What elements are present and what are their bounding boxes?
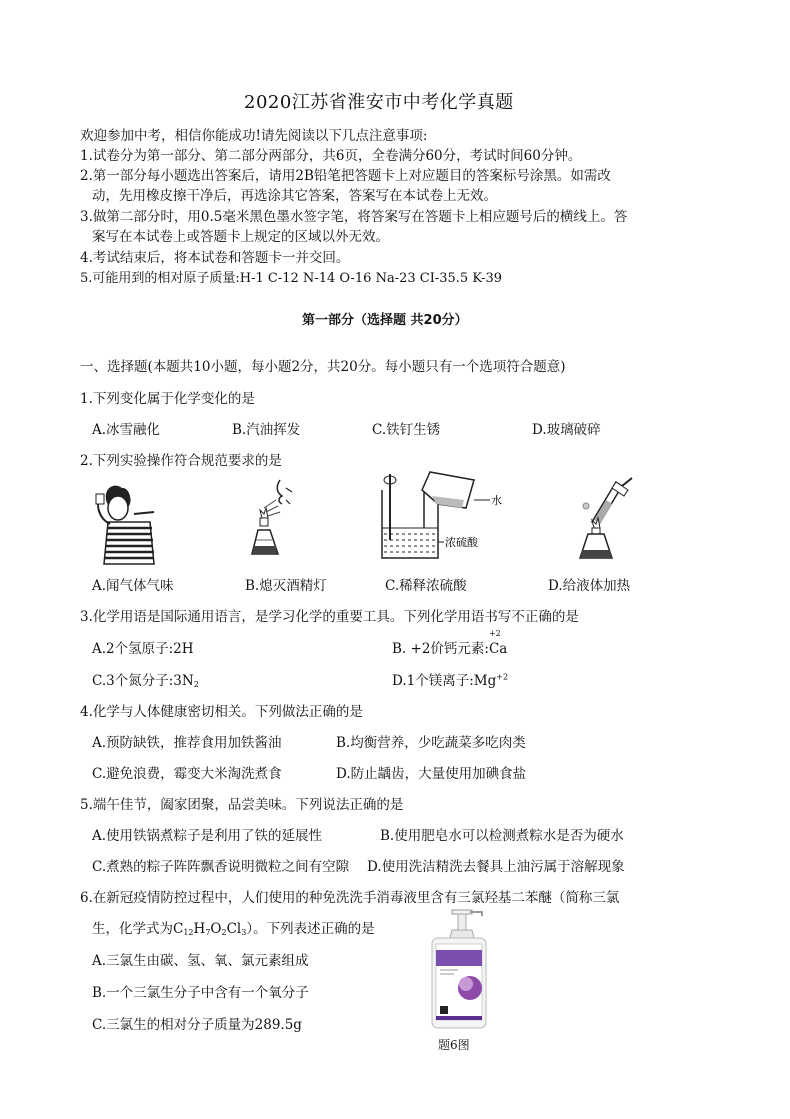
q3-option-c — [92, 669, 199, 689]
water-label: 水 — [491, 494, 502, 507]
q1-stem: 1.下列变化属于化学变化的是 — [80, 391, 255, 407]
heat-liquid-figure — [566, 474, 636, 562]
q6-stem-suffix: ）。下列表述正确的是 — [246, 921, 375, 937]
smell-gas-figure — [94, 478, 174, 566]
dilute-acid-figure — [378, 470, 508, 562]
notice-item-2-cont: 动，先用橡皮擦干净后，再选涂其它答案，答案写在本试卷上无效。 — [92, 188, 497, 204]
notice-item-2: 2.第一部分每小题选出答案后，请用2B铅笔把答题卡上对应题目的答案标号涂黑。如需改 — [80, 168, 611, 184]
q5-stem: 5.端午佳节，阖家团聚，品尝美味。下列说法正确的是 — [80, 797, 404, 813]
q6-stem-prefix: 生，化学式为C — [92, 921, 184, 937]
notice-item-3-cont: 案写在本试卷上或答题卡上规定的区域以外无效。 — [92, 229, 389, 245]
page-title: 2020江苏省淮安市中考化学真题 — [244, 92, 514, 113]
q6-stem-line1: 6.在新冠疫情防控过程中，人们使用的种免洗洗手消毒液里含有三氯羟基二苯醚（简称三氯 — [80, 890, 620, 906]
q2-stem: 2.下列实验操作符合规范要求的是 — [80, 453, 282, 469]
q3-d-superscript: +2 — [496, 672, 509, 682]
q6-o-symbol: O — [210, 921, 222, 937]
blow-out-lamp-figure — [246, 478, 306, 560]
acid-label: 浓硫酸 — [445, 536, 478, 549]
q5-option-a: A.使用铁锅煮粽子是利用了铁的延展性 — [92, 828, 323, 844]
section-intro: 一、选择题(本题共10小题，每小题2分，共20分。每小题只有一个选项符合题意) — [80, 359, 566, 375]
q6-h-subscript: 7 — [205, 928, 211, 937]
q4-option-c: C.避免浪费，霉变大米淘洗煮食 — [92, 766, 282, 782]
q2-option-b: B.熄灭酒精灯 — [245, 578, 327, 594]
q6-option-b: B.一个三氯生分子中含有一个氧分子 — [92, 985, 309, 1001]
q3-option-b — [392, 629, 508, 657]
q1-option-a: A.冰雪融化 — [92, 422, 161, 438]
part1-heading: 第一部分（选择题 共20分） — [302, 313, 468, 328]
q6-cl-subscript: 3 — [241, 928, 247, 937]
q6-c-subscript: 12 — [183, 928, 194, 937]
q6-option-a: A.三氯生由碳、氢、氧、氯元素组成 — [92, 953, 309, 969]
q6-figure-caption: 题6图 — [438, 1038, 470, 1052]
notice-item-3: 3.做第二部分时，用0.5毫米黑色墨水签字笔，将答案写在答题卡上相应题号后的横线上。答 — [80, 209, 628, 225]
q1-option-b: B.汽油挥发 — [232, 422, 301, 438]
notice-item-1: 1.试卷分为第一部分、第二部分两部分，共6页，全卷满分60分，考试时间60分钟。 — [80, 148, 582, 164]
q1-option-c: C.铁钉生锈 — [372, 422, 441, 438]
notice-intro: 欢迎参加中考，相信你能成功!请先阅读以下几点注意事项: — [80, 128, 428, 144]
q5-option-d: D.使用洗洁精洗去餐具上油污属于溶解现象 — [367, 859, 625, 875]
q3-stem: 3.化学用语是国际通用语言，是学习化学的重要工具。下列化学用语书写不正确的是 — [80, 609, 579, 625]
q6-option-c: C.三氯生的相对分子质量为289.5g — [92, 1017, 302, 1033]
q3-option-c-text: C.3个氮分子:3N — [92, 673, 194, 689]
q3-c-subscript: 2 — [193, 680, 199, 689]
q4-option-d: D.防止龋齿，大量使用加碘食盐 — [336, 766, 527, 782]
q3-b-symbol: Ca — [488, 641, 508, 657]
q4-option-b: B.均衡营养，少吃蔬菜多吃肉类 — [336, 735, 526, 751]
q3-option-b-text: B. +2价钙元素: — [392, 641, 489, 657]
notice-item-5: 5.可能用到的相对原子质量:H-1 C-12 N-14 O-16 Na-23 CI-35.5 K-39 — [80, 271, 503, 286]
q3-b-valence: +2 — [488, 629, 501, 638]
q3-option-d — [392, 669, 508, 689]
q6-h-symbol: H — [193, 921, 206, 937]
q4-option-a: A.预防缺铁，推荐食用加铁酱油 — [92, 735, 282, 751]
notice-item-4: 4.考试结束后，将本试卷和答题卡一并交回。 — [80, 250, 350, 266]
q2-option-c: C.稀释浓硫酸 — [385, 578, 467, 594]
q3-option-d-text: D.1个镁离子:Mg — [392, 673, 497, 689]
q2-option-a: A.闻气体气味 — [92, 578, 174, 594]
q6-stem-line2 — [92, 917, 375, 937]
q6-o-subscript: 2 — [221, 928, 227, 937]
q3-option-a: A.2个氢原子:2H — [92, 641, 194, 657]
q6-cl-symbol: Cl — [226, 921, 242, 937]
q5-option-b: B.使用肥皂水可以检测煮粽水是否为硬水 — [380, 828, 624, 844]
q2-option-d: D.给液体加热 — [548, 578, 631, 594]
q1-option-d: D.玻璃破碎 — [532, 422, 601, 438]
q5-option-c: C.煮熟的粽子阵阵飘香说明微粒之间有空隙 — [92, 859, 350, 875]
sanitizer-bottle-figure — [424, 906, 494, 1032]
q4-stem: 4.化学与人体健康密切相关。下列做法正确的是 — [80, 704, 363, 720]
